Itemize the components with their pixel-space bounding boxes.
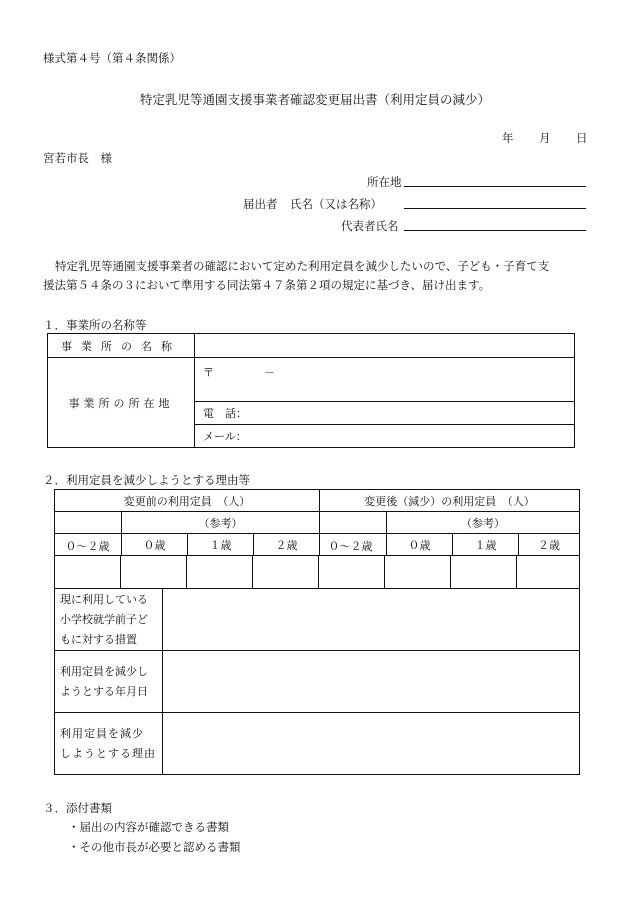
postal-mark: 〒 [203, 366, 214, 379]
before-capacity-header [55, 490, 320, 512]
before-reference-label: （参考） [198, 516, 243, 530]
reason-label-2: しようとする理由 [60, 746, 156, 760]
value-before-2[interactable] [253, 556, 319, 589]
value-before-1[interactable] [187, 556, 253, 589]
reduce-date-value[interactable] [163, 651, 580, 713]
value-after-total[interactable] [319, 556, 385, 589]
measures-value[interactable] [163, 589, 580, 651]
name-label: 氏名（又は名称） [290, 197, 382, 211]
address-label: 所在地 [367, 175, 402, 189]
representative-field[interactable] [404, 230, 586, 231]
facility-name-label: 事業所の名称 [61, 339, 181, 353]
document-title: 特定乳児等通園支援事業者確認変更届出書（利用定員の減少） [139, 92, 490, 107]
reason-table [54, 588, 580, 775]
age-header-after-total: ０～２歳 [328, 540, 373, 553]
postal-dash: － [264, 366, 275, 379]
addressee: 宮若市長 様 [43, 151, 112, 165]
value-after-2[interactable] [517, 556, 580, 589]
mail-label: メール： [203, 430, 247, 443]
reason-value[interactable] [163, 713, 580, 775]
date-label-1: 利用定員を減少し [60, 664, 148, 678]
date-label-2: ようとする年月日 [60, 684, 148, 698]
before-capacity-label: 変更前の利用定員 （人） [123, 494, 251, 508]
form-number: 様式第４号（第４条関係） [43, 51, 181, 65]
measures-label-1: 現に利用している [60, 592, 148, 606]
body-text-line1: 特定乳児等通園支援事業者の確認において定めた利用定員を減少したいので、子ども・子育て支 [55, 259, 550, 273]
after-reference-label: （参考） [461, 516, 505, 530]
age-header-after-1: １歳 [453, 534, 519, 556]
facility-location-label: 事業所の所在地 [68, 396, 174, 410]
reason-label-cell [55, 713, 163, 775]
facility-table [47, 333, 575, 448]
age-header-before-2: ２歳 [254, 534, 320, 556]
phone-cell[interactable] [195, 402, 575, 425]
value-before-0[interactable] [121, 556, 187, 589]
name-field[interactable] [404, 208, 586, 209]
age-header-before-0: ０歳 [122, 534, 188, 556]
value-after-1[interactable] [451, 556, 517, 589]
value-after-0[interactable] [385, 556, 451, 589]
representative-label: 代表者氏名 [341, 219, 399, 233]
age-header-after-2: ２歳 [519, 534, 580, 556]
reason-label-1: 利用定員を減少 [60, 726, 144, 740]
age-header-before-total: ０～２歳 [65, 540, 110, 553]
phone-label: 電 話： [203, 407, 247, 420]
mail-cell[interactable] [195, 425, 575, 448]
date-day: 日 [576, 131, 588, 145]
body-text-line2: 援法第５４条の３において準用する同法第４７条第２項の規定に基づき、届け出ます。 [43, 278, 491, 292]
after-capacity-header [320, 490, 580, 512]
age-row-divider [54, 533, 580, 534]
applicant-label: 届出者 [243, 197, 278, 211]
postal-cell[interactable] [195, 358, 575, 402]
facility-location-label-cell [48, 358, 195, 448]
attachment-item-2: ・その他市長が必要と認める書類 [68, 840, 241, 854]
date-label-cell [55, 651, 163, 713]
section1-heading: １．事業所の名称等 [43, 318, 147, 332]
facility-name-label-cell [48, 334, 195, 358]
after-capacity-label: 変更後（減少）の利用定員 （人） [364, 494, 535, 508]
age-header-after-0: ０歳 [387, 534, 453, 556]
facility-name-value[interactable] [195, 334, 575, 358]
section3-heading: ３．添付書類 [43, 801, 112, 815]
section2-heading: ２．利用定員を減少しようとする理由等 [43, 473, 250, 487]
age-header-before-1: １歳 [188, 534, 254, 556]
measures-label-2: 小学校就学前子ど [60, 612, 148, 626]
before-reference [122, 512, 320, 534]
after-reference [387, 512, 580, 534]
value-before-total[interactable] [55, 556, 121, 589]
measures-label-cell [55, 589, 163, 651]
date-year: 年 [502, 131, 514, 145]
address-field[interactable] [404, 186, 586, 187]
date-month: 月 [539, 131, 551, 145]
measures-label-3: もに対する措置 [60, 632, 137, 646]
capacity-values [54, 555, 580, 589]
attachment-item-1: ・届出の内容が確認できる書類 [68, 820, 229, 834]
